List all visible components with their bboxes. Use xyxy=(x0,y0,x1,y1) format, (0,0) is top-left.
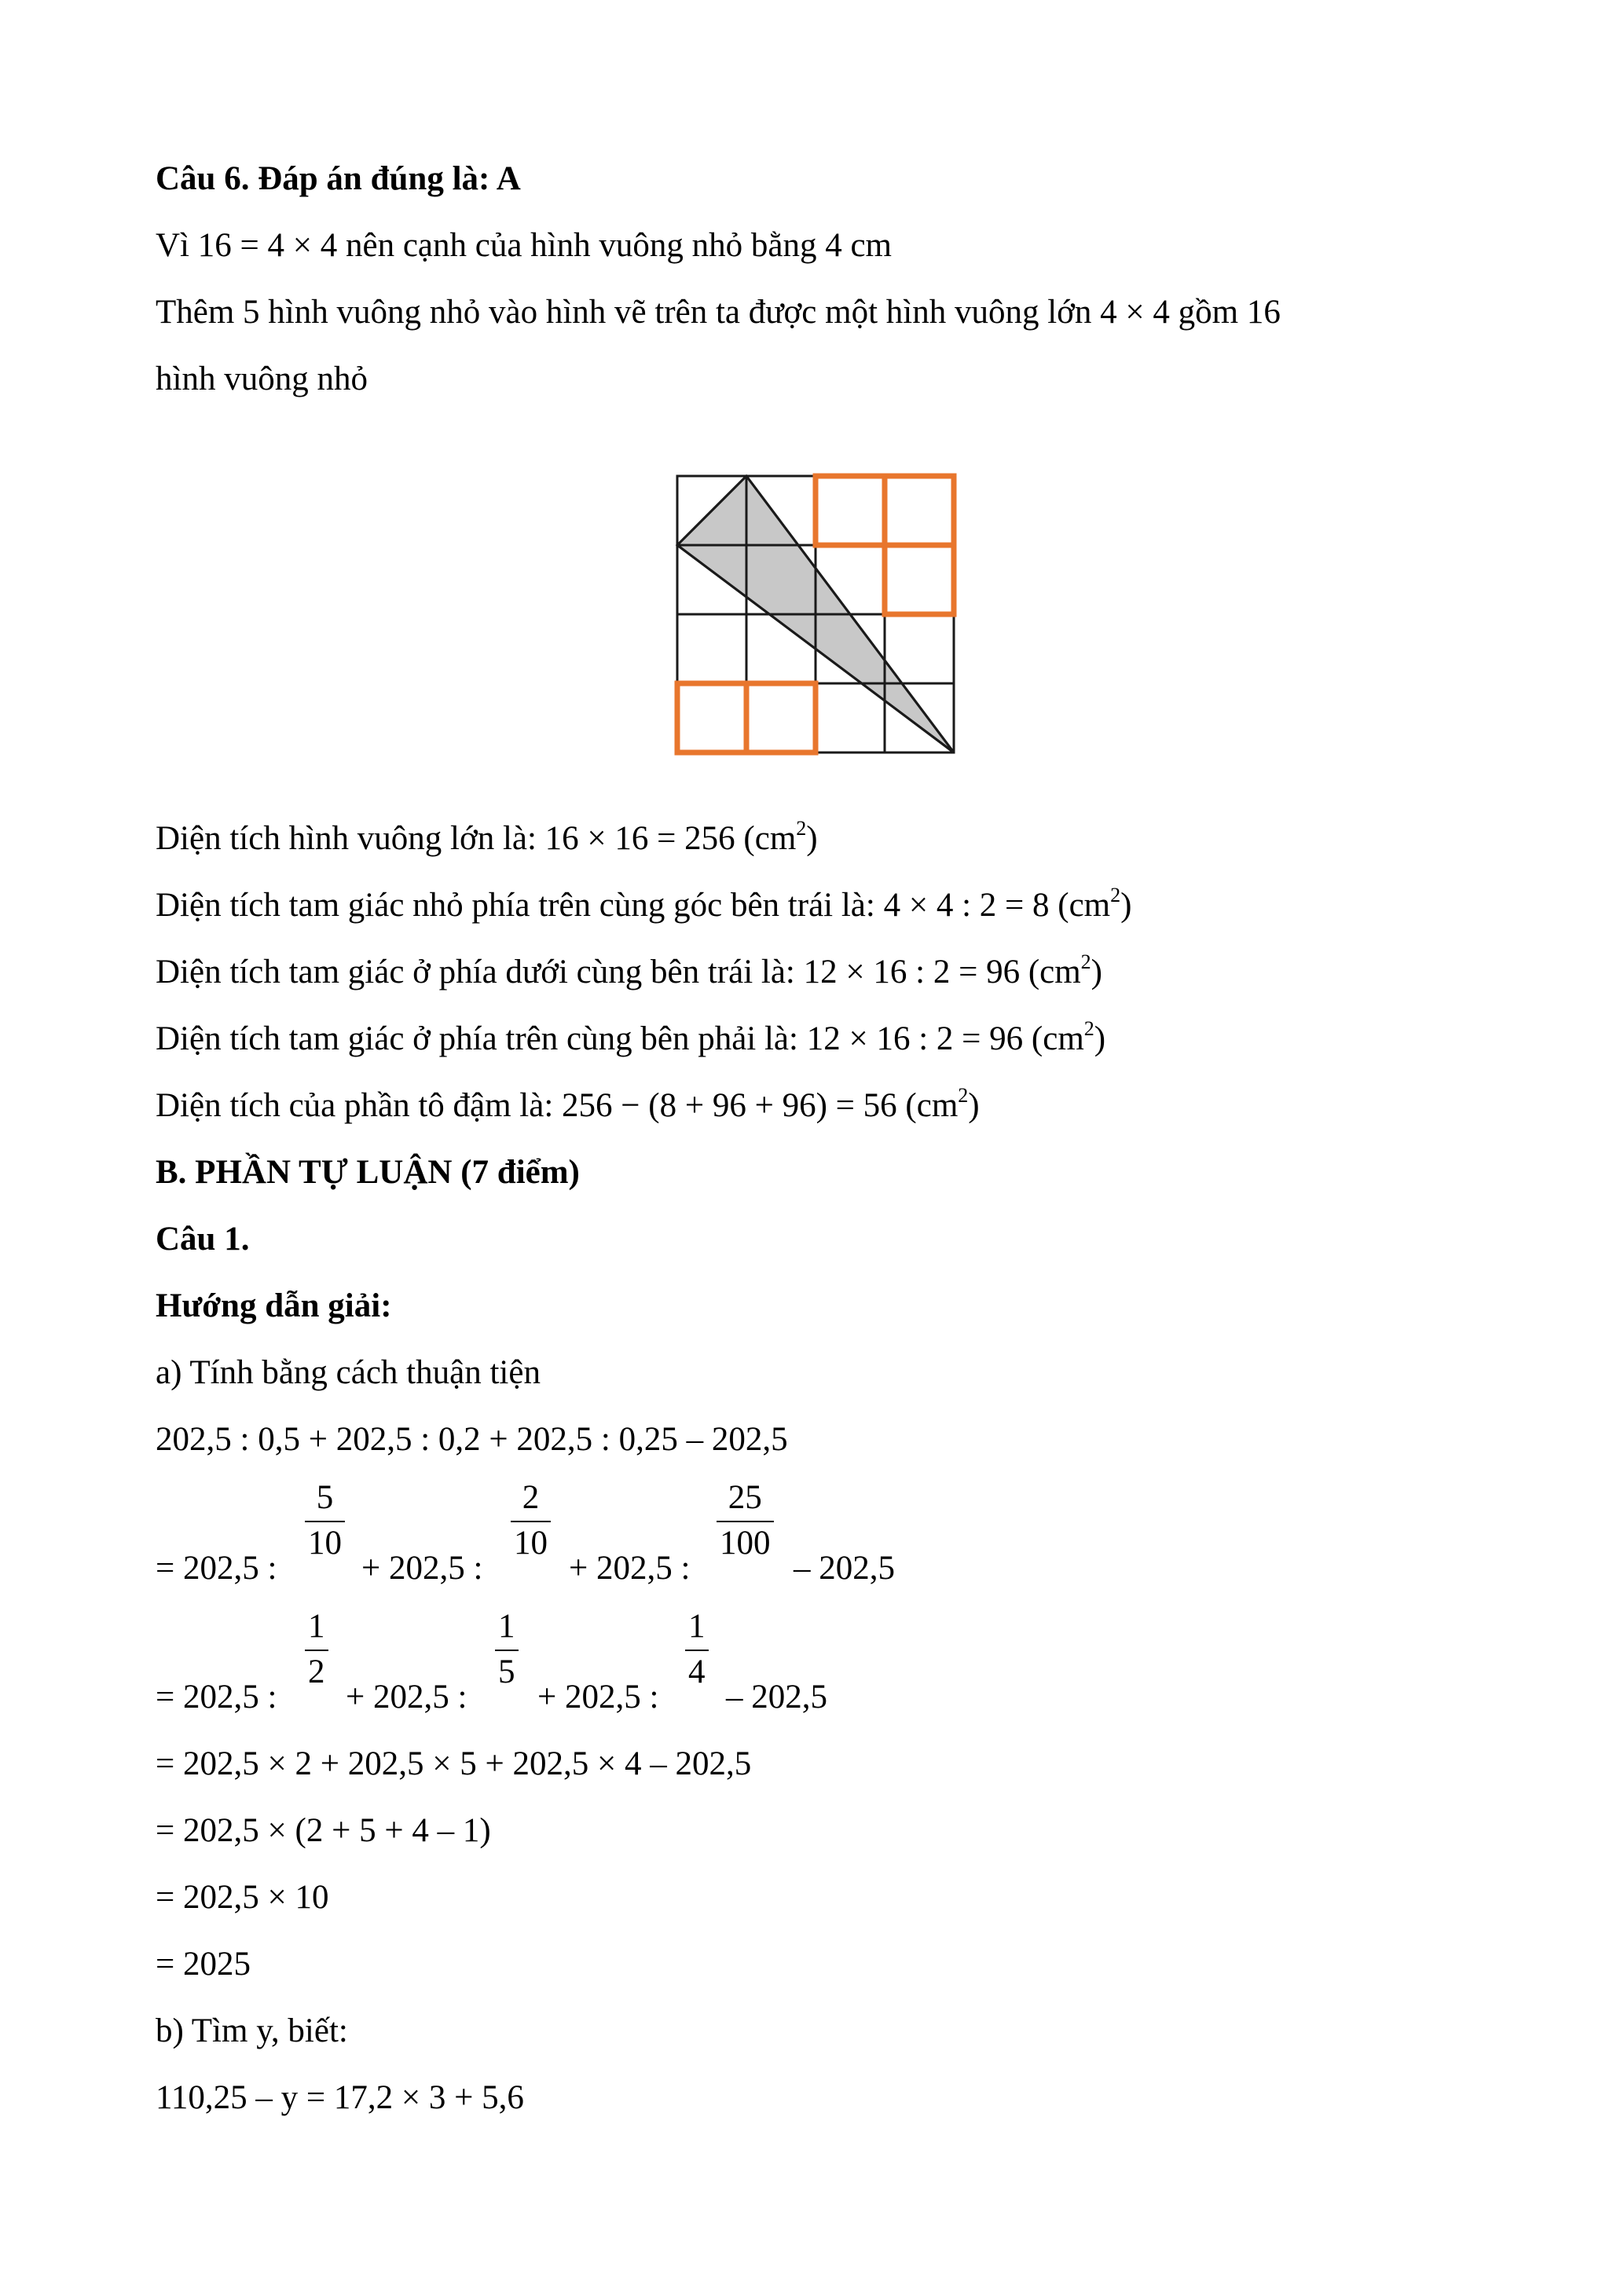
step1-part1: = 202,5 : xyxy=(156,1550,277,1587)
part-a-label: a) Tính bằng cách thuận tiện xyxy=(156,1354,541,1391)
step2-fraction-1: 1 2 xyxy=(305,1607,328,1692)
area-big-square: Diện tích hình vuông lớn là: 16 × 16 = 256 $(cm^2)$ xyxy=(156,817,818,857)
part-b-expression: 110,25 – y = 17,2 × 3 + 5,6 xyxy=(156,2079,524,2116)
step1-part2: + 202,5 : xyxy=(361,1550,483,1587)
step2-fraction-3: 1 4 xyxy=(685,1607,709,1692)
step1-fraction-1: 5 10 xyxy=(305,1478,345,1563)
q6-line3: hình vuông nhỏ xyxy=(156,361,368,397)
area-shaded-part: Diện tích của phần tô đậm là: 256 − (8 + 96 + 96) = 56 $(cm^2)$ xyxy=(156,1084,980,1124)
grid-figure-svg xyxy=(666,468,957,756)
q1-title: Câu 1. xyxy=(156,1221,250,1258)
step5: = 202,5 × 10 xyxy=(156,1879,329,1916)
step1-part4: – 202,5 xyxy=(794,1550,895,1587)
step4: = 202,5 × (2 + 5 + 4 – 1) xyxy=(156,1812,491,1849)
step6: = 2025 xyxy=(156,1946,251,1983)
q6-line2: Thêm 5 hình vuông nhỏ vào hình vẽ trên ta được một hình vuông lớn 4 × 4 gồm 16 xyxy=(156,294,1281,331)
step2-part2: + 202,5 : xyxy=(346,1679,467,1716)
q6-title: Câu 6. Đáp án đúng là: A xyxy=(156,160,521,197)
step2-fraction-2: 1 5 xyxy=(495,1607,519,1692)
part-a-expression: 202,5 : 0,5 + 202,5 : 0,2 + 202,5 : 0,25 – 202,5 xyxy=(156,1421,788,1458)
grid-figure xyxy=(666,468,957,756)
step1-part3: + 202,5 : xyxy=(569,1550,691,1587)
area-triangle-top-left: Diện tích tam giác nhỏ phía trên cùng góc bên trái là: 4 × 4 : 2 = 8 $(cm^2)$ xyxy=(156,884,1132,924)
area-triangle-top-right: Diện tích tam giác ở phía trên cùng bên phải là: 12 × 16 : 2 = 96 $(cm^2)$ xyxy=(156,1017,1106,1057)
step2-part4: – 202,5 xyxy=(726,1679,827,1716)
step1-fraction-3: 25 100 xyxy=(717,1478,774,1563)
guide-heading: Hướng dẫn giải: xyxy=(156,1287,392,1324)
step1-fraction-2: 2 10 xyxy=(511,1478,551,1563)
step2-part3: + 202,5 : xyxy=(537,1679,659,1716)
step3: = 202,5 × 2 + 202,5 × 5 + 202,5 × 4 – 202,5 xyxy=(156,1745,752,1782)
part-b-label: b) Tìm y, biết: xyxy=(156,2012,348,2049)
area-triangle-bottom-left: Diện tích tam giác ở phía dưới cùng bên trái là: 12 × 16 : 2 = 96 $(cm^2)$ xyxy=(156,950,1102,991)
part-b-heading: B. PHẦN TỰ LUẬN (7 điểm) xyxy=(156,1154,580,1191)
step2-part1: = 202,5 : xyxy=(156,1679,277,1716)
q6-line1: Vì 16 = 4 × 4 nên cạnh của hình vuông nhỏ bằng 4 cm xyxy=(156,227,892,264)
